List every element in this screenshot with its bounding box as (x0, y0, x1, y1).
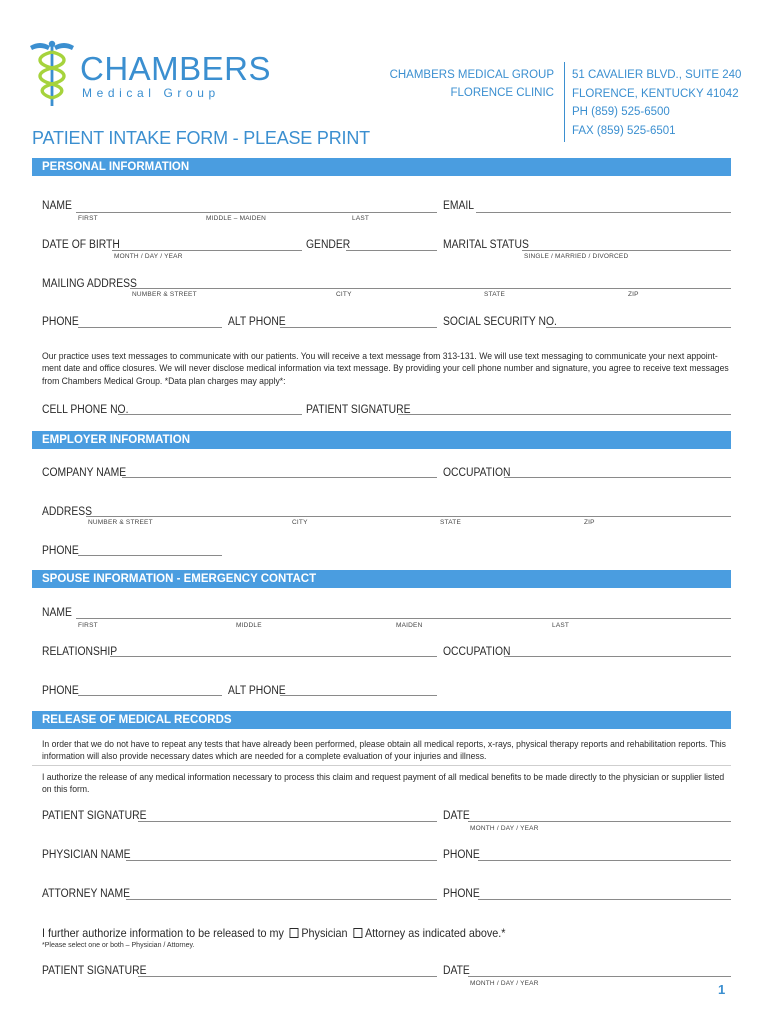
release-date-label: DATE (443, 810, 470, 822)
spouse-name-label: NAME (42, 607, 72, 619)
release-signature-label: PATIENT SIGNATURE (42, 810, 147, 822)
cell-phone-field[interactable] (118, 414, 302, 415)
hint-first: FIRST (78, 215, 98, 222)
form-title: PATIENT INTAKE FORM - PLEASE PRINT (32, 128, 370, 148)
hint-marital: SINGLE / MARRIED / DIVORCED (524, 253, 629, 260)
address-line: 51 CAVALIER BLVD., SUITE 240 (572, 69, 742, 81)
email-label: EMAIL (443, 200, 475, 212)
clinic-address (572, 66, 741, 140)
final-date-label: DATE (443, 965, 470, 977)
hint-state: STATE (484, 291, 505, 298)
hint-first: FIRST (78, 622, 98, 629)
divider (32, 765, 731, 766)
hint-last: LAST (552, 622, 570, 629)
physician-option-label: Physician (301, 926, 348, 940)
section-release-records: RELEASE OF MEDICAL RECORDS (32, 711, 731, 729)
select-note: *Please select one or both – Physician / Attorney. (42, 942, 195, 949)
hint-middle: MIDDLE (236, 622, 262, 629)
patient-signature-label: PATIENT SIGNATURE (306, 404, 411, 416)
spouse-alt-phone-field[interactable] (280, 695, 437, 696)
occupation-label: OCCUPATION (443, 467, 511, 479)
relationship-field[interactable] (110, 656, 437, 657)
release-paragraph: In order that we do not have to repeat any tests that have already been performed, please obtain all medical reports, x-rays, physical therapy reports and rehabilitation reports. This information will also provide necessary dates which are needed for a complete evaluation of your injuries and illness. (42, 738, 726, 762)
employer-address-field[interactable] (86, 516, 731, 517)
address-line: FLORENCE, KENTUCKY 41042 (572, 87, 739, 100)
name-field[interactable] (76, 212, 437, 213)
final-date-field[interactable] (468, 976, 731, 977)
alt-phone-label: ALT PHONE (228, 316, 286, 328)
physician-name-label: PHYSICIAN NAME (42, 849, 131, 861)
clinic-line: FLORENCE CLINIC (450, 87, 554, 99)
hint-city: CITY (292, 519, 308, 526)
release-signature-field[interactable] (138, 821, 437, 822)
hint-date: MONTH / DAY / YEAR (470, 825, 539, 832)
marital-status-label: MARITAL STATUS (443, 239, 529, 251)
spouse-alt-phone-label: ALT PHONE (228, 685, 286, 697)
employer-phone-field[interactable] (78, 555, 222, 556)
logo-subtitle: Medical Group (82, 86, 220, 100)
physician-checkbox[interactable] (290, 928, 299, 938)
ssn-label: SOCIAL SECURITY NO. (443, 316, 557, 328)
clinic-name (390, 66, 554, 102)
hint-dob: MONTH / DAY / YEAR (114, 253, 183, 260)
attorney-phone-label: PHONE (443, 888, 480, 900)
mailing-address-field[interactable] (130, 288, 731, 289)
occupation-field[interactable] (504, 477, 731, 478)
patient-signature-field[interactable] (398, 414, 731, 415)
attorney-name-label: ATTORNEY NAME (42, 888, 131, 900)
hint-zip: ZIP (584, 519, 595, 526)
gender-field[interactable] (346, 250, 437, 251)
phone-line: PH (859) 525-6500 (572, 106, 670, 119)
page-number: 1 (718, 982, 726, 997)
spouse-phone-label: PHONE (42, 685, 79, 697)
mailing-address-label: MAILING ADDRESS (42, 278, 137, 290)
relationship-label: RELATIONSHIP (42, 646, 118, 658)
employer-address-label: ADDRESS (42, 506, 93, 518)
hint-city: CITY (336, 291, 352, 298)
fax-line: FAX (859) 525-6501 (572, 124, 676, 137)
final-signature-label: PATIENT SIGNATURE (42, 965, 147, 977)
attorney-checkbox[interactable] (353, 928, 362, 938)
caduceus-icon (28, 38, 76, 110)
spouse-phone-field[interactable] (78, 695, 222, 696)
header-divider (564, 62, 565, 142)
employer-phone-label: PHONE (42, 545, 79, 557)
spouse-occupation-label: OCCUPATION (443, 646, 511, 658)
physician-phone-field[interactable] (478, 860, 731, 861)
logo (28, 38, 272, 110)
hint-zip: ZIP (628, 291, 639, 298)
ssn-field[interactable] (546, 327, 731, 328)
gender-label: GENDER (306, 239, 351, 251)
physician-name-field[interactable] (126, 860, 437, 861)
attorney-option-label: Attorney as indicated above.* (364, 926, 506, 940)
cell-phone-label: CELL PHONE NO. (42, 404, 129, 416)
clinic-line: CHAMBERS MEDICAL GROUP (389, 69, 554, 81)
hint-middle-maiden: MIDDLE – MAIDEN (206, 215, 267, 222)
company-name-label: COMPANY NAME (42, 467, 127, 479)
authorize-release-line (42, 926, 505, 940)
physician-phone-label: PHONE (443, 849, 480, 861)
sms-notice: Our practice uses text messages to communicate with our patients. You will receive a text message from 313-131. We will use text messaging to communicate your next appoint-ment date and office closures. We will never disclose medical information via text message. By providing your cell phone number and signature, you agree to receive text messages from Chambers Medical Group. *Data plan charges may apply*: (42, 350, 729, 386)
company-name-field[interactable] (122, 477, 437, 478)
phone-field[interactable] (78, 327, 222, 328)
authorize-text: I further authorize information to be released to my (42, 926, 284, 940)
dob-label: DATE OF BIRTH (42, 239, 120, 251)
hint-maiden: MAIDEN (396, 622, 423, 629)
name-label: NAME (42, 200, 72, 212)
hint-street: NUMBER & STREET (132, 291, 197, 298)
marital-status-field[interactable] (522, 250, 731, 251)
final-signature-field[interactable] (138, 976, 437, 977)
release-date-field[interactable] (468, 821, 731, 822)
section-spouse-emergency: SPOUSE INFORMATION - EMERGENCY CONTACT (32, 570, 731, 588)
hint-state: STATE (440, 519, 461, 526)
phone-label: PHONE (42, 316, 79, 328)
section-employer-information: EMPLOYER INFORMATION (32, 431, 731, 449)
spouse-name-field[interactable] (76, 618, 731, 619)
attorney-name-field[interactable] (126, 899, 437, 900)
authorization-paragraph: I authorize the release of any medical information necessary to process this claim and request payment of all medical benefits to be made directly to the physician or supplier listed on this form. (42, 771, 725, 795)
hint-date: MONTH / DAY / YEAR (470, 980, 539, 987)
logo-wordmark: CHAMBERS (80, 50, 272, 87)
dob-field[interactable] (112, 250, 302, 251)
attorney-phone-field[interactable] (478, 899, 731, 900)
email-field[interactable] (476, 212, 731, 213)
hint-street: NUMBER & STREET (88, 519, 153, 526)
hint-last: LAST (352, 215, 370, 222)
spouse-occupation-field[interactable] (504, 656, 731, 657)
alt-phone-field[interactable] (280, 327, 437, 328)
section-personal-information: PERSONAL INFORMATION (32, 158, 731, 176)
